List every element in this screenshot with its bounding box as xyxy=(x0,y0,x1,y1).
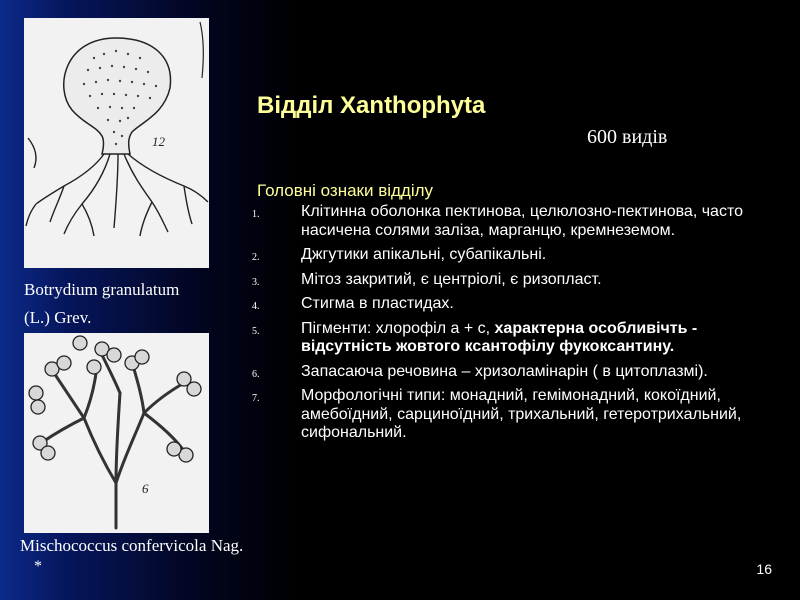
footnote-asterisk: * xyxy=(34,558,42,575)
feature-item xyxy=(248,295,768,314)
mischococcus-caption: Mischococcus confervicola Nag. xyxy=(20,536,244,555)
feature-text: Джгутики апікальні, субапікальні. xyxy=(301,246,547,263)
feature-number: 6. xyxy=(252,368,260,380)
feature-item xyxy=(248,203,768,240)
branches xyxy=(44,355,184,528)
feature-number: 3. xyxy=(252,276,260,288)
botrydium-drawing xyxy=(24,18,209,268)
feature-number: 4. xyxy=(252,301,260,312)
cells xyxy=(29,336,201,462)
feature-item xyxy=(248,387,768,443)
page-number: 16 xyxy=(756,561,772,577)
features-heading: Головні ознаки відділу xyxy=(257,181,434,200)
features-list xyxy=(248,203,768,449)
feature-number: 2. xyxy=(252,252,260,263)
feature-item xyxy=(248,271,768,290)
feature-bold-text: характерна особливічть - відсутність жовтого ксантофілу фукоксантину. xyxy=(301,319,698,355)
feature-number: 1. xyxy=(252,209,260,220)
feature-item xyxy=(248,363,768,382)
botrydium-caption xyxy=(24,276,224,332)
feature-text: Стигма в пластидах. xyxy=(301,295,454,312)
mischococcus-illustration xyxy=(24,333,209,533)
feature-text: Пігменти: хлорофіл a + c, xyxy=(301,319,495,337)
feature-text: Запасаюча речовина – хризоламінарін ( в цитоплазмі). xyxy=(301,362,708,380)
feature-text: Мітоз закритий, є центріолі, є ризопласт. xyxy=(301,270,602,288)
mischococcus-drawing xyxy=(24,333,209,533)
feature-number: 5. xyxy=(252,325,260,337)
slide-title: Відділ Xanthophyta xyxy=(257,92,486,119)
feature-item xyxy=(248,246,768,265)
figure-number-6: 6 xyxy=(142,481,149,496)
species-count: 600 видів xyxy=(587,126,668,148)
botrydium-caption-line1: Botrydium granulatum xyxy=(24,280,180,299)
rhizoids xyxy=(26,154,208,236)
botrydium-illustration xyxy=(24,18,209,268)
feature-text: Клітинна оболонка пектинова, целюлозно-пектинова, часто насичена солями заліза, марганцю, кремнеземом. xyxy=(301,203,743,239)
figure-number-12: 12 xyxy=(152,134,165,149)
feature-text: Морфологічні типи: монадний, гемімонадний, кокоїдний, амебоїдний, сарциноїдний, трихальний, гетеротрихальний, сифональний. xyxy=(301,387,742,441)
feature-item xyxy=(248,320,768,357)
botrydium-caption-line2: (L.) Grev. xyxy=(24,308,92,327)
feature-number: 7. xyxy=(252,393,260,404)
